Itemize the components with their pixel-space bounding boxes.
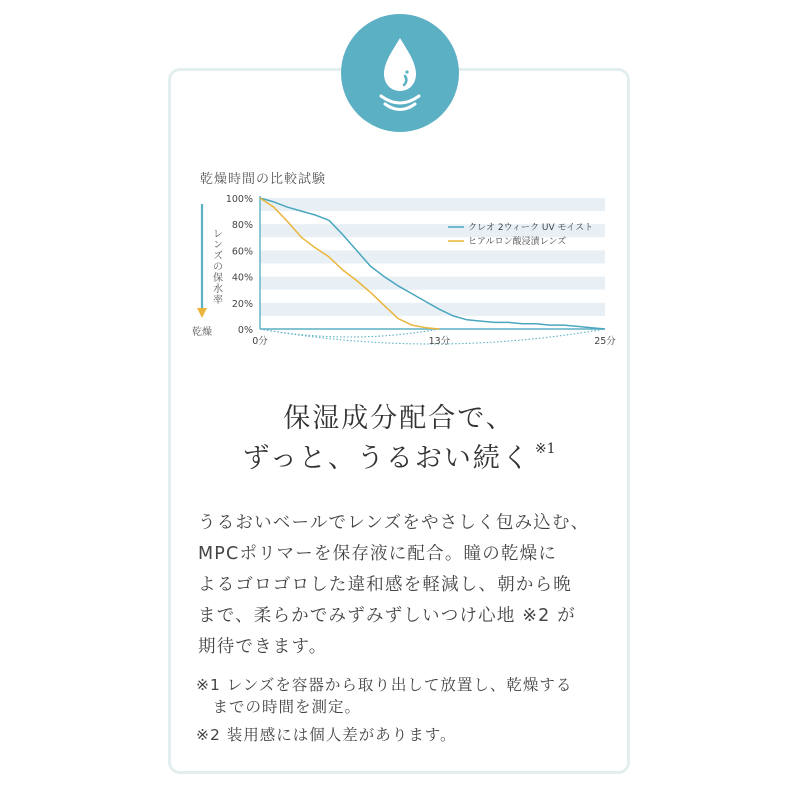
footnote-1: [196, 674, 616, 718]
footnote-1-line: ※1 レンズを容器から取り出して放置し、乾燥する: [196, 676, 573, 694]
legend-label: クレオ 2ウィーク UV モイスト: [468, 223, 594, 233]
grid-stripe: [260, 277, 605, 290]
headline-line1: 保湿成分配合で、: [283, 403, 515, 434]
footnote-1-line: までの時間を測定。: [196, 698, 362, 716]
description-line: 期待できます。: [198, 637, 328, 657]
dry-time-chart: [190, 188, 620, 360]
x-tick-label: 13分: [428, 336, 451, 347]
water-drop-icon: [341, 14, 459, 132]
headline-line2: [168, 436, 630, 475]
y-tick-label: 60%: [231, 246, 253, 258]
description-line: うるおいベールでレンズをやさしく包み込む、: [198, 513, 590, 533]
grid-stripe: [260, 198, 605, 211]
x-tick-label: 25分: [594, 336, 616, 347]
description-line: まで、柔らかでみずみずしいつけ心地 ※2 が: [198, 606, 576, 626]
legend-label: ヒアルロン酸浸漬レンズ: [468, 237, 567, 247]
footnote-2: ※2 装用感には個人差があります。: [196, 726, 457, 744]
description: [198, 508, 618, 663]
y-axis-label: レンズの保水率: [210, 228, 222, 305]
headline-note-mark: ※1: [534, 441, 556, 457]
x-tick-label: 0分: [252, 336, 268, 347]
grid-stripe: [260, 250, 605, 263]
y-tick-label: 80%: [231, 220, 253, 232]
headline-line2-text: ずっと、うるおい続く: [242, 443, 531, 474]
chart-title: 乾燥時間の比較試験: [200, 172, 327, 187]
y-tick-label: 20%: [231, 298, 253, 310]
y-tick-label: 40%: [231, 272, 253, 284]
y-axis-arrowhead: [197, 308, 207, 318]
description-line: MPCポリマーを保存液に配合。瞳の乾燥に: [198, 544, 558, 564]
y-axis-bottom-label: 乾燥: [192, 327, 212, 338]
description-line: よるゴロゴロした違和感を軽減し、朝から晩: [198, 575, 572, 595]
y-tick-label: 0%: [237, 325, 253, 336]
moisture-badge: [341, 14, 459, 132]
y-tick-label: 100%: [225, 194, 253, 205]
x-range-arc-short: [260, 329, 439, 337]
